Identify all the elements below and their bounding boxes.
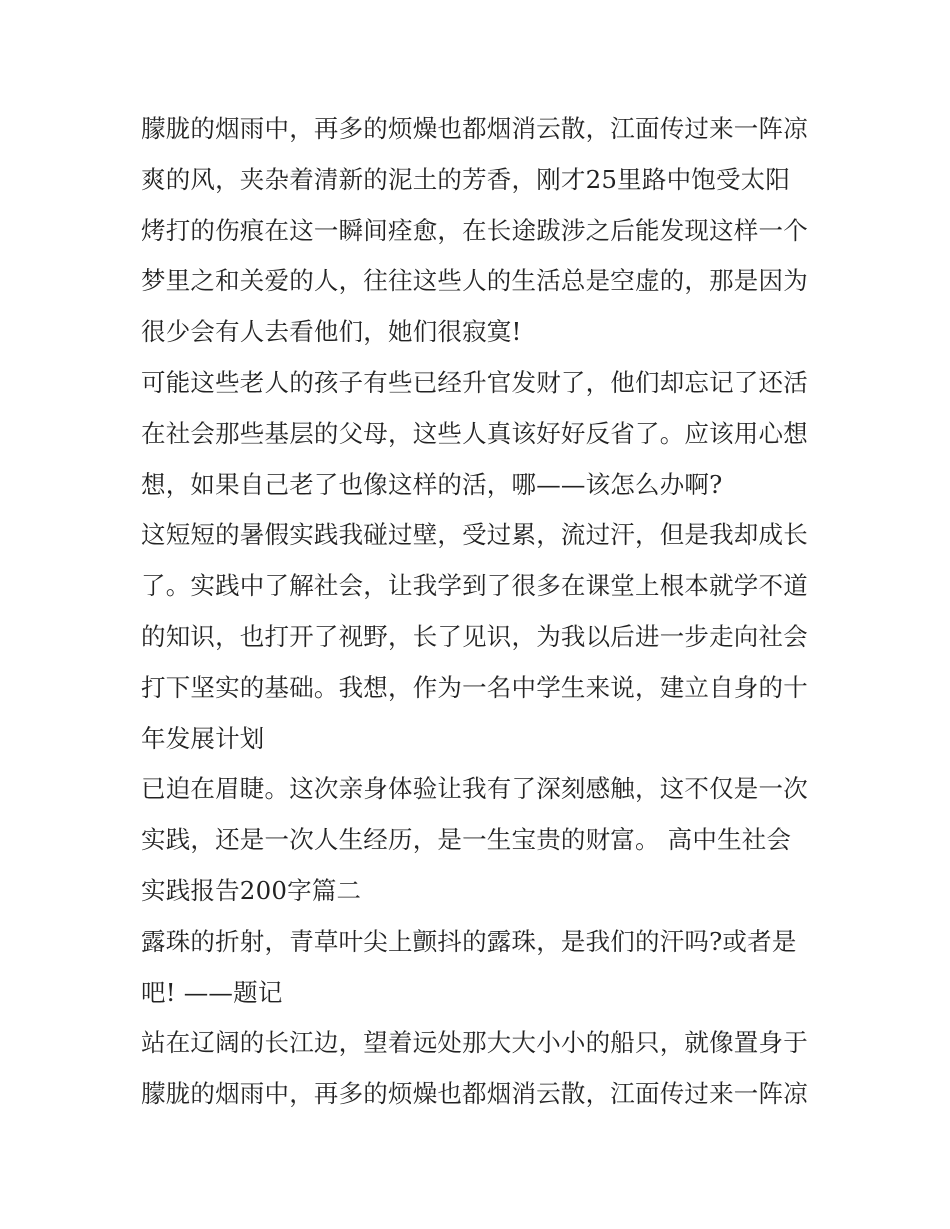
text-line: 的知识，也打开了视野，长了见识，为我以后进一步走向社会 <box>141 621 808 651</box>
text-line: 站在辽阔的长江边，望着远处那大大小小的船只，就像置身于 <box>141 1028 808 1058</box>
text-line: 露珠的折射，青草叶尖上颤抖的露珠，是我们的汗吗?或者是 <box>141 926 797 956</box>
section-heading-line: 实践报告200字篇二 <box>141 875 362 905</box>
document-body <box>141 104 821 1120</box>
text-line: 朦胧的烟雨中，再多的烦燥也都烟消云散，江面传过来一阵凉 <box>141 114 808 143</box>
text-line: 年发展计划 <box>141 723 265 753</box>
text-line: 爽的风，夹杂着清新的泥土的芳香，刚才25里路中饱受太阳 <box>141 164 791 194</box>
epigraph-line: 吧! ——题记 <box>141 977 283 1007</box>
text-line: 可能这些老人的孩子有些已经升官发财了，他们却忘记了还活 <box>141 367 808 397</box>
text-line: 朦胧的烟雨中，再多的烦燥也都烟消云散，江面传过来一阵凉 <box>141 1079 808 1109</box>
text-line: 很少会有人去看他们，她们很寂寞! <box>141 317 522 347</box>
text-line: 实践，还是一次人生经历，是一生宝贵的财富。 高中生社会 <box>141 825 792 855</box>
text-line: 这短短的暑假实践我碰过壁，受过累，流过汗，但是我却成长 <box>141 520 808 550</box>
text-line: 烤打的伤痕在这一瞬间痊愈，在长途跋涉之后能发现这样一个 <box>141 215 808 245</box>
text-line: 已迫在眉睫。这次亲身体验让我有了深刻感触，这不仅是一次 <box>141 774 808 804</box>
text-line: 打下坚实的基础。我想，作为一名中学生来说，建立自身的十 <box>141 672 808 702</box>
text-line: 在社会那些基层的父母，这些人真该好好反省了。应该用心想 <box>141 418 808 448</box>
text-line: 了。实践中了解社会，让我学到了很多在课堂上根本就学不道 <box>141 571 808 601</box>
text-line: 想，如果自己老了也像这样的活，哪——该怎么办啊? <box>141 469 723 499</box>
text-line: 梦里之和关爱的人，往往这些人的生活总是空虚的，那是因为 <box>141 266 808 296</box>
